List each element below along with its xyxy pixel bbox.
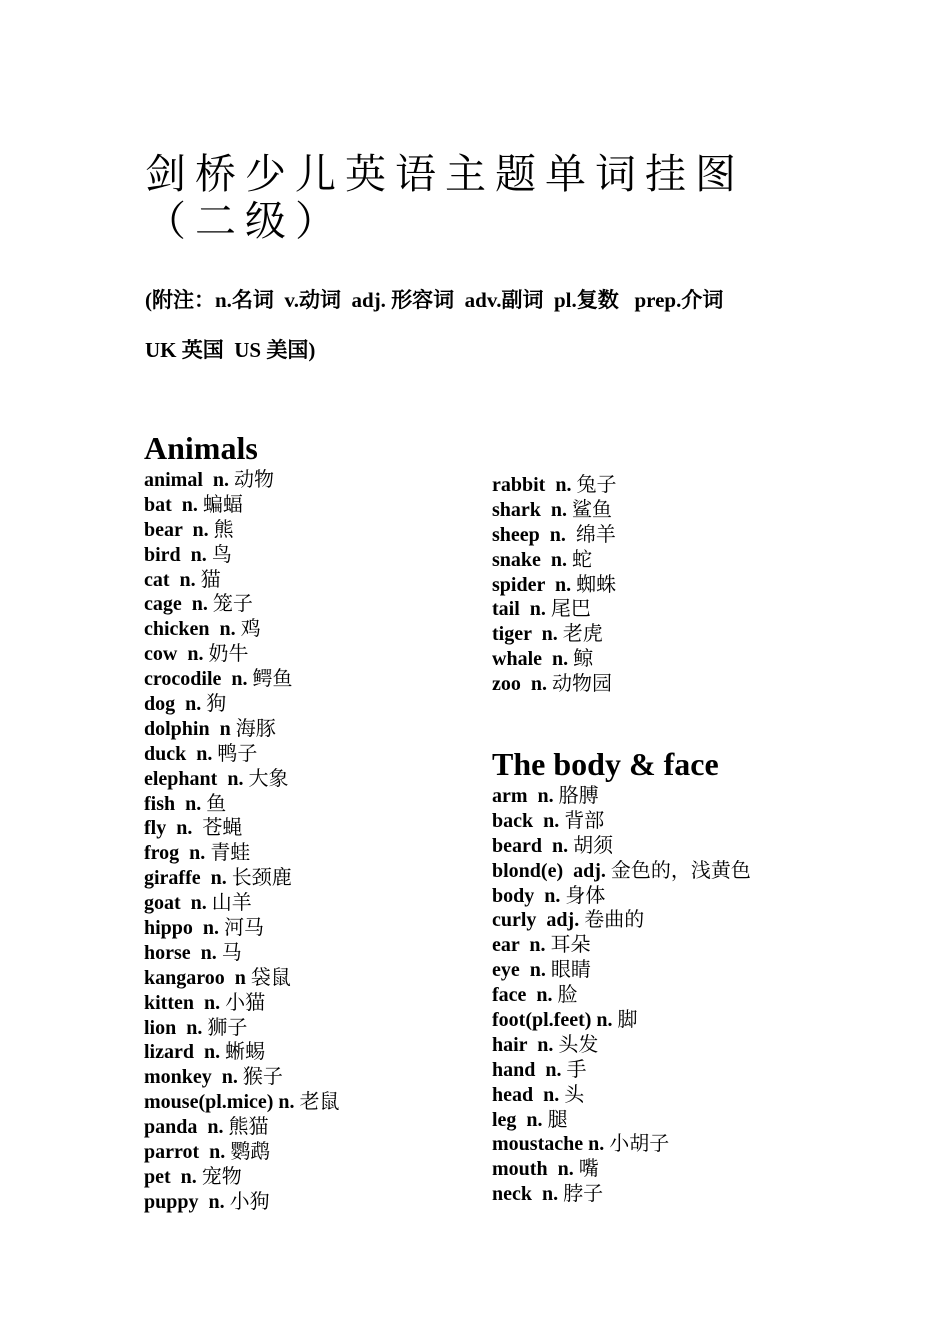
english-word: shark n. (492, 498, 573, 521)
english-word: panda n. (144, 1116, 229, 1139)
chinese-meaning: 老鼠 (299, 1091, 340, 1114)
chinese-meaning: 小猫 (225, 991, 266, 1014)
chinese-meaning: 胡须 (573, 834, 614, 857)
chinese-meaning: 苍蝇 (202, 817, 243, 840)
abbreviation-note-line-1: (附注：n.名词 v.动词 adj. 形容词 adv.副词 pl.复数 prep.介词 (145, 288, 724, 312)
chinese-meaning: 卷曲的 (584, 909, 645, 932)
vocab-entry (492, 908, 922, 933)
vocab-entry (492, 597, 922, 622)
vocab-entry (492, 809, 922, 834)
english-word: mouth n. (492, 1158, 579, 1181)
english-word: pet n. (144, 1165, 202, 1188)
vocab-entry (492, 1157, 922, 1182)
vocab-entry (492, 622, 922, 647)
english-word: beard n. (492, 834, 574, 857)
vocab-entry (492, 647, 922, 672)
vocab-entry (492, 1182, 922, 1207)
chinese-meaning: 鳄鱼 (252, 668, 293, 691)
english-word: moustache n. (492, 1133, 610, 1156)
english-word: bear n. (144, 518, 214, 541)
chinese-meaning: 笼子 (212, 593, 253, 616)
english-word: tiger n. (492, 623, 563, 646)
vocab-entry (492, 473, 922, 498)
english-word: foot(pl.feet) n. (492, 1009, 618, 1032)
chinese-meaning: 宠物 (201, 1165, 242, 1188)
english-word: lizard n. (144, 1041, 226, 1064)
vocab-entry (492, 1132, 922, 1157)
chinese-meaning: 鲨鱼 (572, 498, 613, 521)
chinese-meaning: 山羊 (211, 892, 252, 915)
animals-word-list-right (492, 473, 922, 697)
abbreviation-note-line-2: UK 英国 US 美国) (145, 338, 316, 362)
english-word: bird n. (144, 543, 212, 566)
chinese-meaning: 狮子 (207, 1016, 248, 1039)
english-word: cow n. (144, 643, 209, 666)
english-word: goat n. (144, 892, 212, 915)
chinese-meaning: 手 (566, 1058, 587, 1081)
page-title: 剑桥少儿英语主题单词挂图（二级） (145, 150, 745, 246)
chinese-meaning: 鸭子 (217, 742, 258, 765)
chinese-meaning: 长颈鹿 (231, 867, 292, 890)
section-spacer (492, 697, 922, 744)
vocab-entry (492, 933, 922, 958)
vocab-entry (492, 859, 922, 884)
chinese-meaning: 鹦鹉 (230, 1141, 271, 1164)
vocab-entry (492, 1008, 922, 1033)
english-word: parrot n. (144, 1141, 231, 1164)
vocab-entry (492, 983, 922, 1008)
chinese-meaning: 耳朵 (550, 934, 591, 957)
english-word: mouse(pl.mice) n. (144, 1091, 300, 1114)
english-word: lion n. (144, 1016, 208, 1039)
english-word: chicken n. (144, 618, 241, 641)
chinese-meaning: 动物 (234, 469, 275, 491)
english-word: dolphin n (144, 717, 236, 740)
section-heading-animals: Animals (144, 430, 258, 466)
chinese-meaning: 金色的，浅黄色 (610, 859, 751, 882)
english-word: hair n. (492, 1033, 559, 1056)
english-word: hand n. (492, 1058, 567, 1081)
vocab-entry (492, 523, 922, 548)
chinese-meaning: 鸟 (211, 543, 232, 566)
english-word: back n. (492, 809, 565, 832)
chinese-meaning: 头 (564, 1083, 585, 1106)
chinese-meaning: 海豚 (235, 717, 276, 740)
english-word: crocodile n. (144, 668, 253, 691)
vocab-entry (492, 1058, 922, 1083)
english-word: horse n. (144, 941, 222, 964)
chinese-meaning: 脖子 (563, 1183, 604, 1206)
chinese-meaning: 小狗 (229, 1190, 270, 1213)
chinese-meaning: 脚 (617, 1009, 638, 1032)
chinese-meaning: 兔子 (576, 474, 617, 496)
english-word: snake n. (492, 548, 573, 571)
english-word: sheep n. (492, 523, 576, 546)
english-word: blond(e) adj. (492, 859, 611, 882)
chinese-meaning: 小胡子 (609, 1133, 670, 1156)
english-word: hippo n. (144, 917, 225, 940)
chinese-meaning: 脸 (557, 984, 578, 1007)
chinese-meaning: 奶牛 (208, 643, 249, 666)
chinese-meaning: 青蛙 (210, 842, 251, 865)
chinese-meaning: 绵羊 (575, 523, 616, 546)
vocab-entry (492, 498, 922, 523)
english-word: spider n. (492, 573, 577, 596)
chinese-meaning: 蜘蛛 (576, 573, 617, 596)
english-word: curly adj. (492, 909, 585, 932)
vocab-entry (492, 573, 922, 598)
chinese-meaning: 头发 (558, 1033, 599, 1056)
english-word: frog n. (144, 842, 211, 865)
chinese-meaning: 眼睛 (550, 959, 591, 982)
chinese-meaning: 河马 (224, 917, 265, 940)
english-word: fly n. (144, 817, 203, 840)
english-word: cage n. (144, 593, 213, 616)
english-word: monkey n. (144, 1066, 243, 1089)
chinese-meaning: 鲸 (573, 648, 594, 671)
chinese-meaning: 动物园 (552, 673, 612, 696)
english-word: leg n. (492, 1108, 548, 1131)
chinese-meaning: 猫 (200, 568, 221, 591)
vocab-entry (492, 1108, 922, 1133)
chinese-meaning: 大象 (248, 767, 289, 790)
chinese-meaning: 身体 (565, 884, 606, 907)
english-word: animal n. (144, 469, 235, 491)
vocab-entry (492, 548, 922, 573)
english-word: neck n. (492, 1183, 564, 1206)
chinese-meaning: 熊猫 (228, 1116, 269, 1139)
english-word: face n. (492, 984, 558, 1007)
chinese-meaning: 鱼 (206, 792, 227, 815)
vocab-entry (492, 672, 922, 697)
english-word: zoo n. (492, 673, 552, 696)
vocab-entry (492, 1033, 922, 1058)
vocab-entry (492, 1083, 922, 1108)
english-word: fish n. (144, 792, 207, 815)
vocab-entry (492, 884, 922, 909)
english-word: rabbit n. (492, 474, 577, 496)
chinese-meaning: 蝙蝠 (202, 493, 243, 516)
english-word: head n. (492, 1083, 565, 1106)
chinese-meaning: 狗 (206, 693, 227, 716)
body-face-word-list (492, 784, 922, 1207)
section-heading-body-face: The body & face (492, 746, 719, 783)
chinese-meaning: 老虎 (562, 623, 603, 646)
english-word: dog n. (144, 693, 207, 716)
english-word: cat n. (144, 568, 201, 591)
english-word: kitten n. (144, 991, 226, 1014)
chinese-meaning: 嘴 (578, 1158, 599, 1181)
vocab-entry (492, 784, 922, 809)
english-word: elephant n. (144, 767, 249, 790)
english-word: body n. (492, 884, 566, 907)
english-word: duck n. (144, 742, 218, 765)
chinese-meaning: 熊 (213, 518, 234, 541)
english-word: puppy n. (144, 1190, 230, 1213)
chinese-meaning: 蛇 (572, 548, 593, 571)
english-word: arm n. (492, 785, 559, 808)
chinese-meaning: 背部 (564, 809, 605, 832)
english-word: whale n. (492, 648, 574, 671)
chinese-meaning: 马 (221, 941, 242, 964)
chinese-meaning: 蜥蜴 (225, 1041, 266, 1064)
english-word: giraffe n. (144, 867, 232, 890)
chinese-meaning: 鸡 (240, 618, 261, 641)
english-word: kangaroo n (144, 966, 251, 989)
chinese-meaning: 袋鼠 (250, 966, 291, 989)
english-word: tail n. (492, 598, 551, 621)
english-word: eye n. (492, 959, 551, 982)
chinese-meaning: 腿 (547, 1108, 568, 1131)
chinese-meaning: 尾巴 (550, 598, 591, 621)
vocab-entry (492, 834, 922, 859)
chinese-meaning: 胳膊 (558, 785, 599, 808)
english-word: bat n. (144, 493, 203, 516)
english-word: ear n. (492, 934, 551, 957)
vocab-entry (492, 958, 922, 983)
chinese-meaning: 猴子 (242, 1066, 283, 1089)
right-column (492, 473, 922, 1207)
